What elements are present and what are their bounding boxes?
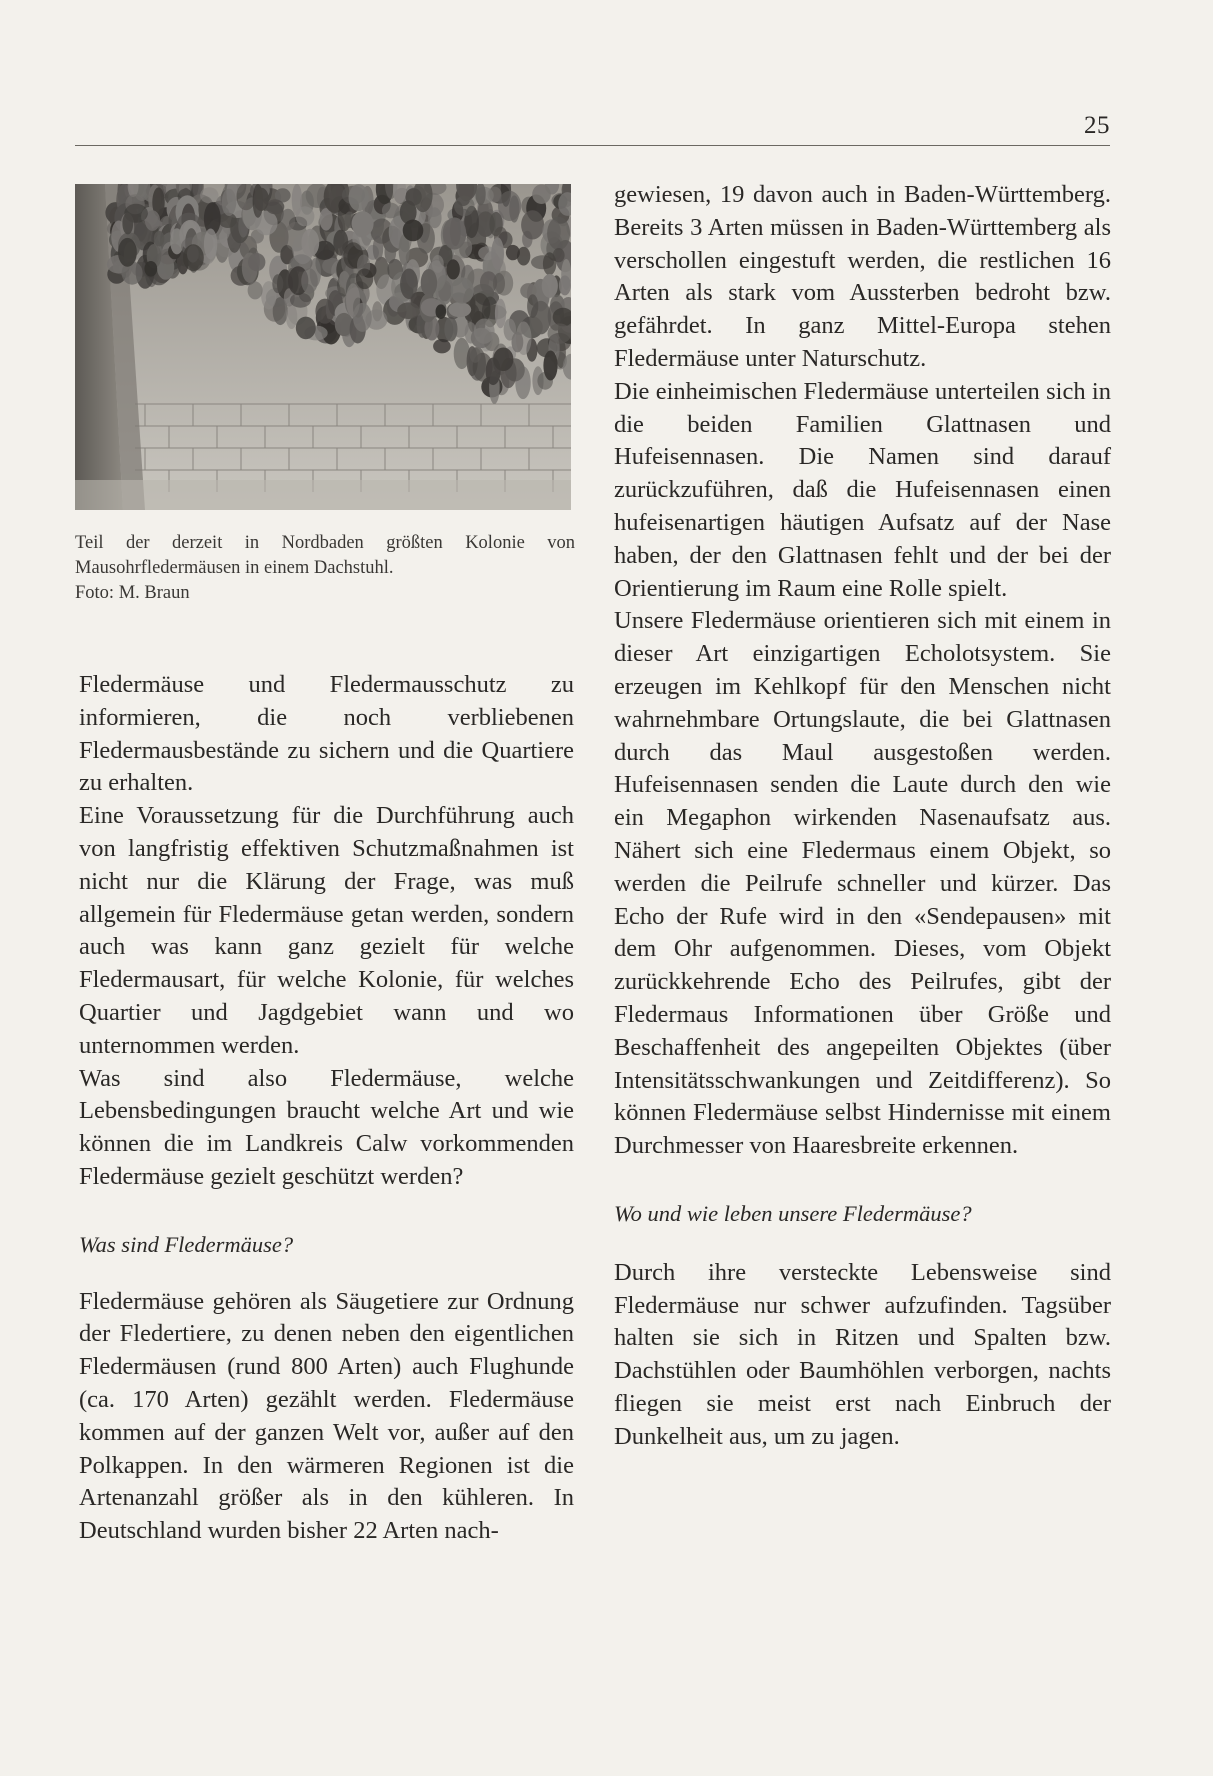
left-column xyxy=(79,669,574,1548)
right-paragraph-3: Unsere Fledermäuse orientieren sich mit einem in dieser Art einzigartigen Echolotsystem. Sie erzeugen im Kehlkopf für den Menschen nicht wahrnehmbare Ortungslaute, die bei Glattnasen durch das Maul ausgestoßen werden. Hufeisennasen senden die Laute durch den wie ein Megaphon wirkenden Nasenaufsatz aus. Nähert sich eine Fledermaus einem Objekt, so werden die Peilrufe schneller und kürzer. Das Echo der Rufe wird in den «Sendepausen» mit dem Ohr aufgenommen. Dieses, vom Objekt zurückkehrende Echo des Peilrufes, gibt der Fledermaus Informationen über Größe und Beschaffenheit des angepeilten Objektes (über Intensitätsschwankungen und Zeitdifferenz). So können Fledermäuse selbst Hindernisse mit einem Durchmesser von Haaresbreite erkennen. xyxy=(614,607,1111,1160)
left-paragraph-2: Eine Voraussetzung für die Durchführung auch von langfristig effektiven Schutzmaßnahmen ist nicht nur die Klärung der Frage, was muß allgemein für Fledermäuse getan werden, sondern auch was kann ganz gezielt für welche Fledermausart, für welche Kolonie, für welches Quartier und Jagdgebiet wann und wo unternommen werden. xyxy=(79,802,574,1059)
caption-line-1: Teil der derzeit in Nordbaden größten Kolonie von xyxy=(75,533,575,553)
left-paragraph-1: Fledermäuse und Fledermausschutz zu informieren, die noch verbliebenen Fledermausbestände zu sichern und die Quartiere zu erhalten. xyxy=(79,671,574,797)
section-heading-was-sind-fledermaeuse: Was sind Fledermäuse? xyxy=(79,1231,294,1257)
section-heading-wo-und-wie-leben: Wo und wie leben unsere Fledermäuse? xyxy=(614,1200,972,1226)
header-rule xyxy=(75,145,1110,146)
left-paragraph-3: Was sind also Fledermäuse, welche Lebensbedingungen braucht welche Art und wie können die im Landkreis Calw vorkommenden Fledermäuse gezielt geschützt werden? xyxy=(79,1064,574,1190)
caption-credit: Foto: M. Braun xyxy=(75,583,190,603)
right-paragraph-2: Die einheimischen Fledermäuse unterteilen sich in die beiden Familien Glattnasen und Hufeisennasen. Die Namen sind darauf zurückzuführen, daß die Hufeisennasen einen hufeisenartigen häutigen Aufsatz auf der Nase haben, der den Glattnasen fehlt und der bei der Orientierung im Raum eine Rolle spielt. xyxy=(614,377,1111,602)
figure-caption xyxy=(75,531,575,606)
caption-line-2: Mausohrfledermäusen in einem Dachstuhl. xyxy=(75,558,394,578)
page-number: 25 xyxy=(1084,112,1110,139)
bat-colony-photo xyxy=(75,184,571,510)
right-column xyxy=(614,179,1111,1453)
right-paragraph-1: gewiesen, 19 davon auch in Baden-Württemberg. Bereits 3 Arten müssen in Baden-Württemberg als verschollen eingestuft werden, die restlichen 16 Arten als stark vom Aussterben bedroht bzw. gefährdet. In ganz Mittel-Europa stehen Fledermäuse unter Naturschutz. xyxy=(614,181,1111,372)
left-paragraph-4: Fledermäuse gehören als Säugetiere zur Ordnung der Fledertiere, zu denen neben den eigentlichen Fledermäusen (rund 800 Arten) auch Flughunde (ca. 170 Arten) gezählt werden. Fledermäuse kommen auf der ganzen Welt vor, außer auf den Polkappen. In den wärmeren Regionen ist die Artenanzahl größer als in den kühleren. In Deutschland wurden bisher 22 Arten nach- xyxy=(79,1287,574,1545)
right-paragraph-4: Durch ihre versteckte Lebensweise sind Fledermäuse nur schwer aufzufinden. Tagsüber halten sie sich in Ritzen und Spalten bzw. Dachstühlen oder Baumhöhlen verborgen, nachts fliegen sie meist erst nach Einbruch der Dunkelheit aus, um zu jagen. xyxy=(614,1258,1111,1450)
